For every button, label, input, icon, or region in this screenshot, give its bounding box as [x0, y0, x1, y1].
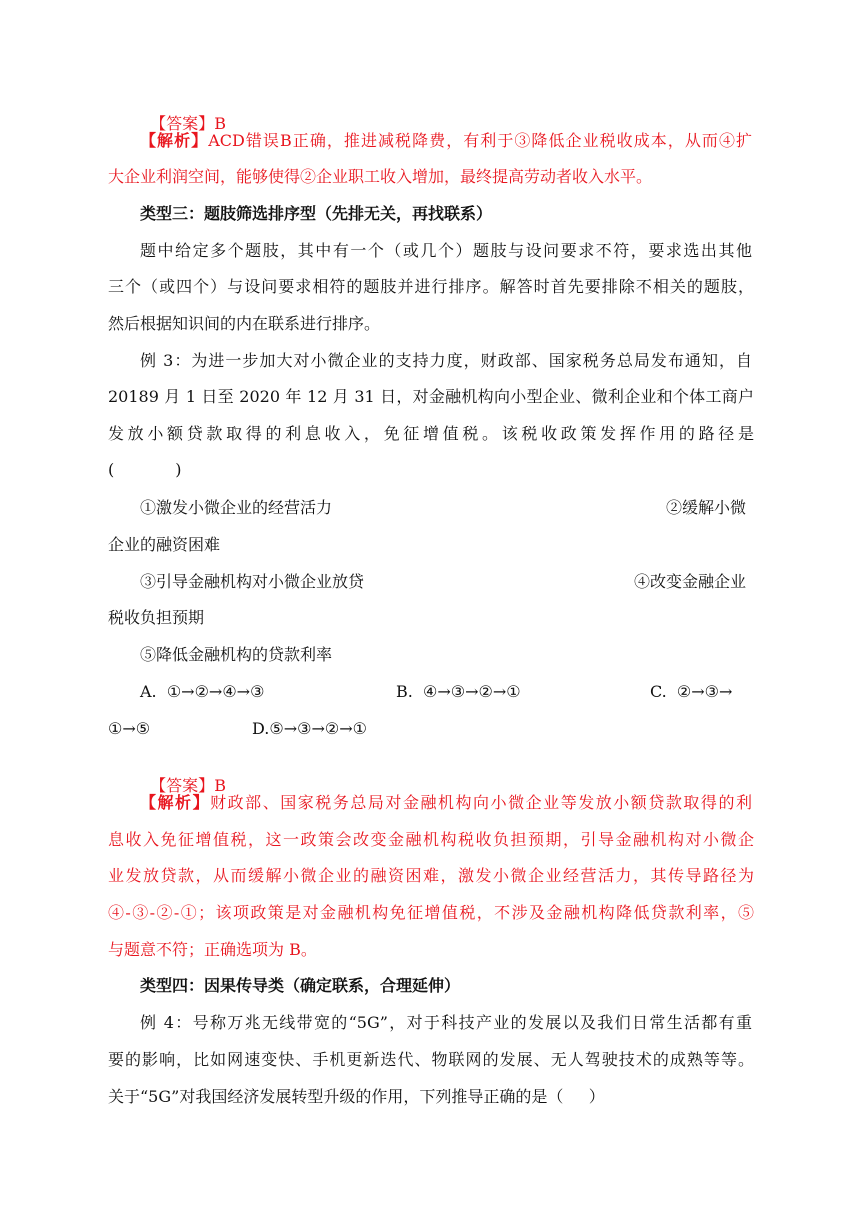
- analysis-2-line-4: ④-③-②-①；该项政策是对金融机构免征增值税，不涉及金融机构降低贷款利率，⑤: [108, 903, 754, 922]
- option-5: ⑤降低金融机构的贷款利率: [140, 645, 333, 664]
- analysis-2-line-1: 【解析】财政部、国家税务总局对金融机构向小微企业等发放小额贷款取得的利: [140, 793, 752, 812]
- example-3-line-2: 20189 月 1 日至 2020 年 12 月 31 日，对金融机构向小型企业、微利企业和个体工商户: [108, 387, 754, 406]
- type-3-heading: 类型三：题肢筛选排序型（先排无关，再找联系）: [140, 204, 493, 223]
- choice-a: A. ①→②→④→③: [140, 682, 265, 701]
- analysis-1-line-1: 【解析】ACD错误B正确，推进减税降费，有利于③降低企业税收成本，从而④扩: [140, 131, 752, 150]
- choice-c-cont: ①→⑤: [108, 719, 151, 738]
- choice-b: B. ④→③→②→①: [396, 682, 521, 701]
- type-4-heading: 类型四：因果传导类（确定联系，合理延伸）: [140, 976, 461, 995]
- analysis-1-line-2: 大企业利润空间，能够使得②企业职工收入增加，最终提高劳动者收入水平。: [108, 167, 653, 186]
- choice-c: C. ②→③→: [650, 682, 733, 701]
- answer-line-1: [140, 94, 226, 134]
- option-2: ②缓解小微: [666, 498, 747, 517]
- answer-label: 【答案】: [150, 114, 215, 133]
- answer-value: B: [214, 776, 226, 795]
- answer-line-2: [140, 756, 226, 796]
- type-3-desc-line-3: 然后根据知识间的内在联系进行排序。: [108, 314, 381, 333]
- choice-d: D.⑤→③→②→①: [252, 719, 367, 738]
- example-3-line-3: 发放小额贷款取得的利息收入，免征增值税。该税收政策发挥作用的路径是: [108, 424, 754, 443]
- answer-value: B: [214, 114, 226, 133]
- example-4-line-3: 关于“5G”对我国经济发展转型升级的作用，下列推导正确的是（ ）: [108, 1087, 605, 1106]
- answer-label: 【答案】: [150, 776, 215, 795]
- analysis-2-line-2: 息收入免征增值税，这一政策会改变金融机构税收负担预期，引导金融机构对小微企: [108, 830, 754, 849]
- option-2-cont: 企业的融资困难: [108, 535, 221, 554]
- example-4-line-2: 要的影响，比如网速变快、手机更新迭代、物联网的发展、无人驾驶技术的成熟等等。: [108, 1050, 754, 1069]
- example-4-line-1: 例 4：号称万兆无线带宽的“5G”，对于科技产业的发展以及我们日常生活都有重: [140, 1013, 752, 1032]
- option-4: ④改变金融企业: [634, 572, 747, 591]
- type-3-desc-line-1: 题中给定多个题肢，其中有一个（或几个）题肢与设问要求不符，要求选出其他: [140, 241, 752, 260]
- option-3: ③引导金融机构对小微企业放贷: [140, 572, 365, 591]
- analysis-2-line-3: 业发放贷款，从而缓解小微企业的融资困难，激发小微企业经营活力，其传导路径为: [108, 866, 754, 885]
- option-1: ①激发小微企业的经营活力: [140, 498, 333, 517]
- analysis-label: 【解析】: [140, 131, 209, 150]
- analysis-label: 【解析】: [140, 793, 211, 812]
- analysis-2-line-5: 与题意不符；正确选项为 B。: [108, 940, 317, 959]
- example-3-line-1: 例 3：为进一步加大对小微企业的支持力度，财政部、国家税务总局发布通知，自: [140, 351, 752, 370]
- option-4-cont: 税收负担预期: [108, 608, 205, 627]
- type-3-desc-line-2: 三个（或四个）与设问要求相符的题肢并进行排序。解答时首先要排除不相关的题肢，: [108, 277, 754, 296]
- example-3-blank: ( ): [108, 460, 182, 479]
